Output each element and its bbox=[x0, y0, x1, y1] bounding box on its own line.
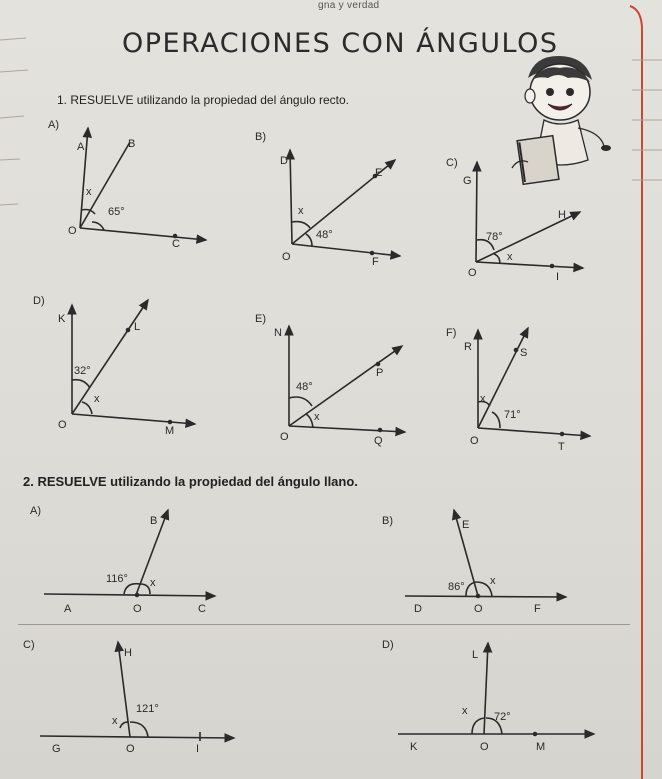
fig1d-point-l: L bbox=[134, 321, 141, 333]
fig2b-label: B) bbox=[382, 515, 393, 527]
fig2a-point-c: C bbox=[198, 603, 206, 615]
fig1c-label: C) bbox=[446, 157, 458, 169]
fig1a-label: A) bbox=[48, 119, 59, 131]
figure-1c bbox=[476, 162, 583, 268]
figure-1f bbox=[478, 328, 590, 436]
fig1e-point-o: O bbox=[280, 431, 289, 443]
fig1a-angle-x: x bbox=[86, 186, 92, 198]
fig1b-angle-48: 48° bbox=[316, 229, 333, 241]
fig1b-label: B) bbox=[255, 131, 266, 143]
fig1a-point-c: C bbox=[172, 238, 180, 250]
fig1a-angle-65: 65° bbox=[108, 206, 125, 218]
fig2d-point-k: K bbox=[410, 741, 418, 753]
fig1e-point-p: P bbox=[376, 367, 384, 379]
fig1e-point-q: Q bbox=[374, 435, 383, 447]
fig2c-label: C) bbox=[23, 639, 35, 651]
fig1e-label: E) bbox=[255, 313, 266, 325]
fig2d-label: D) bbox=[382, 639, 394, 651]
fig1b-angle-x: x bbox=[298, 205, 304, 217]
fig1a-point-b: B bbox=[128, 138, 136, 150]
fig1f-point-r: R bbox=[464, 341, 472, 353]
fig1f-point-s: S bbox=[520, 347, 528, 359]
fig1b-point-e: E bbox=[375, 167, 383, 179]
figure-1e bbox=[289, 326, 405, 432]
fig1e-angle-48: 48° bbox=[296, 381, 313, 393]
fig1f-angle-71: 71° bbox=[504, 409, 521, 421]
figure-1d bbox=[72, 300, 195, 424]
fig1b-point-f: F bbox=[372, 256, 379, 268]
figure-2a bbox=[44, 510, 215, 597]
fig1b-point-o: O bbox=[282, 251, 291, 263]
figure-2c bbox=[40, 642, 234, 741]
fig2b-point-e: E bbox=[462, 519, 470, 531]
fig2c-point-h: H bbox=[124, 647, 132, 659]
fig2b-point-o: O bbox=[474, 603, 483, 615]
fig2d-angle-x: x bbox=[462, 705, 468, 717]
fig2d-point-l: L bbox=[472, 649, 479, 661]
fig1c-angle-x: x bbox=[507, 251, 513, 263]
fig1c-angle-78: 78° bbox=[486, 231, 503, 243]
figure-1b bbox=[290, 150, 400, 256]
header-fragment-text: gna y verdad bbox=[318, 0, 380, 11]
fig1d-point-o: O bbox=[58, 419, 67, 431]
fig2c-point-i: I bbox=[196, 743, 200, 755]
fig1c-point-g: G bbox=[463, 175, 472, 187]
fig1e-point-n: N bbox=[274, 327, 282, 339]
ray-oc bbox=[80, 228, 206, 240]
fig2a-label: A) bbox=[30, 505, 41, 517]
fig2c-point-o: O bbox=[126, 743, 135, 755]
fig1c-point-h: H bbox=[558, 209, 566, 221]
fig1c-point-o: O bbox=[468, 267, 477, 279]
fig2d-point-m: M bbox=[536, 741, 546, 753]
figure-2b bbox=[405, 510, 566, 598]
fig2a-point-b: B bbox=[150, 515, 158, 527]
section-1-heading: 1. RESUELVE utilizando la propiedad del ángulo recto. bbox=[57, 93, 349, 107]
fig2b-angle-x: x bbox=[490, 575, 496, 587]
figure-1a bbox=[80, 128, 206, 240]
fig1d-label: D) bbox=[33, 295, 45, 307]
fig1d-angle-x: x bbox=[94, 393, 100, 405]
fig2c-angle-121: 121° bbox=[136, 703, 159, 715]
fig1f-label: F) bbox=[446, 327, 457, 339]
section-2-heading: 2. RESUELVE utilizando la propiedad del ángulo llano. bbox=[23, 474, 358, 489]
fig1a-point-a: A bbox=[77, 141, 85, 153]
fig2a-angle-x: x bbox=[150, 577, 156, 589]
fig2a-point-a: A bbox=[64, 603, 72, 615]
fig1a-point-o: O bbox=[68, 225, 77, 237]
fig2d-point-o: O bbox=[480, 741, 489, 753]
fig1f-point-o: O bbox=[470, 435, 479, 447]
fig1f-angle-x: x bbox=[480, 393, 486, 405]
fig2b-angle-86: 86° bbox=[448, 581, 465, 593]
page-title: OPERACIONES CON ÁNGULOS bbox=[122, 28, 559, 59]
fig2a-angle-116: 116° bbox=[106, 573, 128, 585]
fig1d-angle-32: 32° bbox=[74, 365, 91, 377]
fig2d-angle-72: 72° bbox=[494, 711, 511, 723]
fig2c-angle-x: x bbox=[112, 715, 118, 727]
fig1d-point-m: M bbox=[165, 425, 175, 437]
fig2c-point-g: G bbox=[52, 743, 61, 755]
fig2b-point-d: D bbox=[414, 603, 422, 615]
fig1d-point-k: K bbox=[58, 313, 66, 325]
fig1b-point-d: D bbox=[280, 155, 288, 167]
fig1c-point-i: I bbox=[556, 271, 560, 283]
fig1f-point-t: T bbox=[558, 441, 565, 453]
fig2a-point-o: O bbox=[133, 603, 142, 615]
fig1e-angle-x: x bbox=[314, 411, 320, 423]
fig2b-point-f: F bbox=[534, 603, 541, 615]
